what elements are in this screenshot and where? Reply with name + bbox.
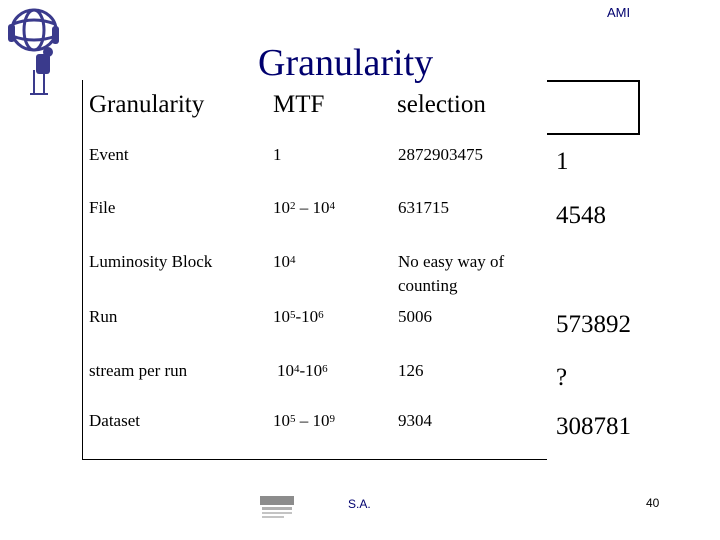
table-row-count: ? bbox=[556, 364, 568, 391]
table-row-granularity: Dataset bbox=[89, 411, 140, 430]
table-row-mtf: 1 bbox=[273, 145, 282, 164]
table-row-selection: 2872903475 bbox=[398, 145, 483, 164]
mtf-exponent: 5 bbox=[290, 413, 296, 425]
table-row-mtf bbox=[277, 359, 328, 383]
footer-author: S.A. bbox=[348, 497, 371, 511]
mtf-base: 10 bbox=[273, 307, 290, 326]
header-empty-cell-box bbox=[547, 80, 640, 135]
table-row-selection-line2: counting bbox=[398, 276, 458, 295]
header-tag: AMI bbox=[607, 5, 631, 20]
page-number: 40 bbox=[646, 496, 660, 510]
table-row-count: 1 bbox=[556, 148, 569, 175]
mtf-base: 10 bbox=[277, 361, 294, 380]
mtf-base: 10 bbox=[273, 411, 290, 430]
mtf-exponent: 9 bbox=[329, 413, 335, 425]
atlas-logo-icon bbox=[6, 4, 66, 98]
mtf-base: – 10 bbox=[295, 198, 330, 217]
table-row-granularity: File bbox=[89, 198, 116, 217]
col-header-mtf: MTF bbox=[273, 91, 325, 118]
table-row-mtf bbox=[273, 409, 335, 433]
table-row-selection: 126 bbox=[398, 361, 424, 380]
mtf-exponent: 4 bbox=[329, 200, 335, 212]
table-row-count: 573892 bbox=[556, 311, 631, 338]
mtf-exponent: 6 bbox=[318, 309, 324, 321]
table-row-granularity: stream per run bbox=[89, 361, 188, 380]
mtf-base: -10 bbox=[299, 361, 323, 380]
table-row-granularity: Run bbox=[89, 307, 118, 326]
mtf-exponent: 2 bbox=[290, 200, 296, 212]
mtf-base: 10 bbox=[273, 198, 290, 217]
mtf-exponent: 6 bbox=[322, 363, 328, 375]
col-header-selection: selection bbox=[397, 91, 486, 118]
table-row-count: 308781 bbox=[556, 413, 631, 440]
table-row-selection: 9304 bbox=[398, 411, 432, 430]
table-row-mtf bbox=[273, 250, 296, 274]
table-row-count: 4548 bbox=[556, 202, 606, 229]
mtf-base: -10 bbox=[295, 307, 319, 326]
table-row-granularity: Luminosity Block bbox=[89, 252, 213, 271]
table-row-mtf bbox=[273, 305, 324, 329]
mtf-base: 10 bbox=[273, 252, 290, 271]
mtf-base: – 10 bbox=[295, 411, 330, 430]
table-row-granularity: Event bbox=[89, 145, 129, 164]
table-row-selection: 5006 bbox=[398, 307, 432, 326]
table-row-mtf bbox=[273, 196, 335, 220]
slide-title: Granularity bbox=[258, 42, 434, 84]
mtf-exponent: 4 bbox=[294, 363, 300, 375]
table-row-selection: 631715 bbox=[398, 198, 449, 217]
table-row-selection-line1: No easy way of bbox=[398, 252, 505, 271]
lpsc-logo-icon bbox=[258, 493, 296, 523]
mtf-exponent: 5 bbox=[290, 309, 296, 321]
mtf-exponent: 4 bbox=[290, 254, 296, 266]
col-header-granularity: Granularity bbox=[89, 91, 205, 118]
